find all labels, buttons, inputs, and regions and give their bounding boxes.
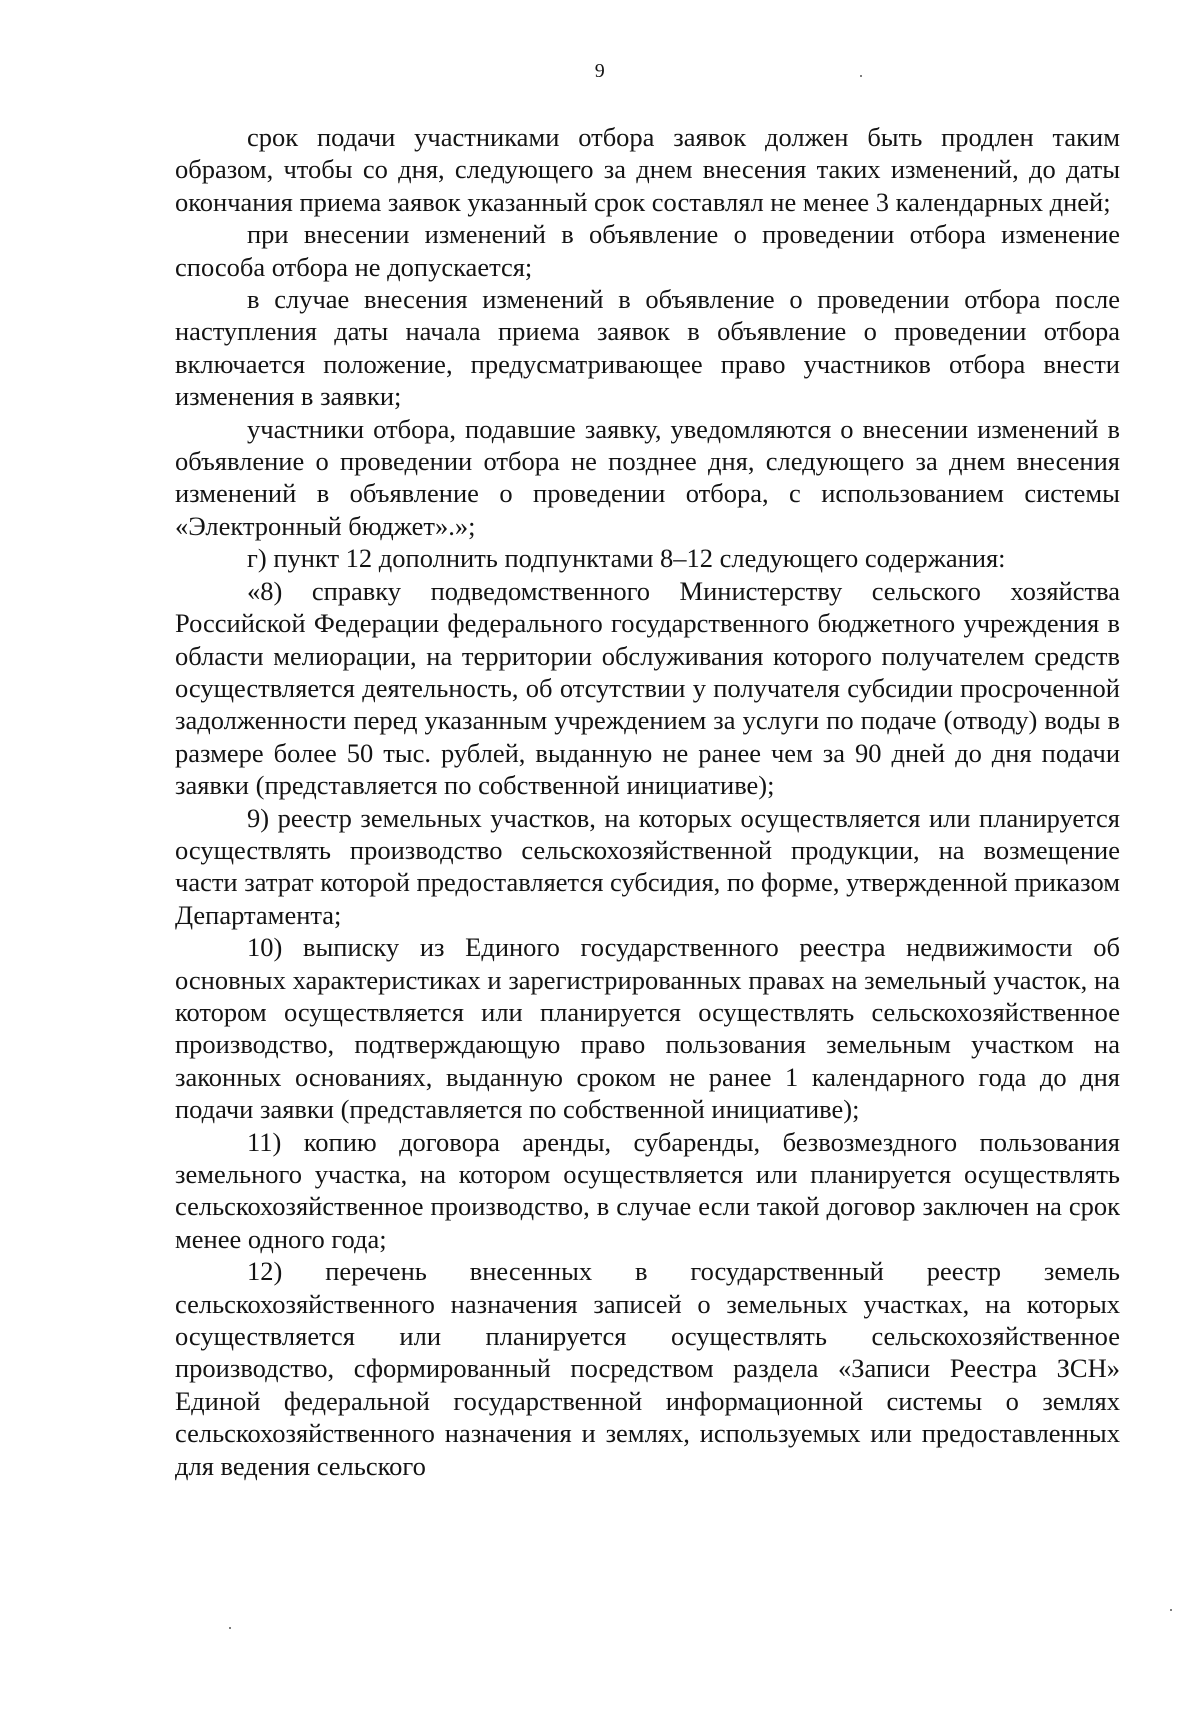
scan-speck [1170, 1609, 1172, 1611]
paragraph-subitem-8: «8) справку подведомственного Министерству сельского хозяйства Российской Федерации федерального государственного бюджетного учреждения в области мелиорации, на территории обслуживания которого получателем средств осуществляется деятельность, об отсутствии у получателя субсидии просроченной задолженности перед указанным учреждением за услуги по подаче (отводу) воды в размере более 50 тыс. рублей, выданную не ранее чем за 90 дней до дня подачи заявки (представляется по собственной инициативе); [175, 575, 1120, 801]
paragraph-subitem-12: 12) перечень внесенных в государственный реестр земель сельскохозяйственного назначения записей о земельных участках, на которых осуществляется или планируется осуществлять сельскохозяйственное производство, сформированный посредством раздела «Записи Реестра ЗСН» Единой федеральной государственной информационной системы о землях сельскохозяйственного назначения и землях, используемых или предоставленных для ведения сельского [175, 1256, 1120, 1481]
page-number: 9 [594, 60, 606, 82]
paragraph-changes-after-start: в случае внесения изменений в объявление о проведении отбора после наступления даты начала приема заявок в объявление о проведении отбора включается положение, предусматривающее право участников отбора внести изменения в заявки; [175, 284, 1120, 412]
paragraph-item-g: г) пункт 12 дополнить подпунктами 8–12 следующего содержания: [247, 543, 1006, 574]
scan-speck [229, 1627, 231, 1629]
scan-speck [860, 75, 862, 77]
paragraph-deadline-extension: срок подачи участниками отбора заявок должен быть продлен таким образом, чтобы со дня, следующего за днем внесения таких изменений, до даты окончания приема заявок указанный срок составлял не менее 3 календарных дней; [175, 122, 1120, 217]
paragraph-subitem-9: 9) реестр земельных участков, на которых осуществляется или планируется осуществлять производство сельскохозяйственной продукции, на возмещение части затрат которой предоставляется субсидия, по форме, утвержденной приказом Департамента; [175, 802, 1120, 930]
paragraph-selection-method: при внесении изменений в объявление о проведении отбора изменение способа отбора не допускается; [175, 219, 1120, 282]
paragraph-subitem-11: 11) копию договора аренды, субаренды, безвозмездного пользования земельного участка, на котором осуществляется или планируется осуществлять сельскохозяйственное производство, в случае если такой договор заключен на срок менее одного года; [175, 1126, 1120, 1254]
paragraph-participants-notified: участники отбора, подавшие заявку, уведомляются о внесении изменений в объявление о проведении отбора не позднее дня, следующего за днем внесения изменений в объявление о проведении отбора, с использованием системы «Электронный бюджет».»; [175, 413, 1120, 541]
paragraph-subitem-10: 10) выписку из Единого государственного реестра недвижимости об основных характеристиках и зарегистрированных правах на земельный участок, на котором осуществляется или планируется осуществлять сельскохозяйственное производство, подтверждающую право пользования земельным участком на законных основаниях, выданную сроком не ранее 1 календарного года до дня подачи заявки (представляется по собственной инициативе); [175, 932, 1120, 1125]
document-body [175, 121, 1120, 1482]
